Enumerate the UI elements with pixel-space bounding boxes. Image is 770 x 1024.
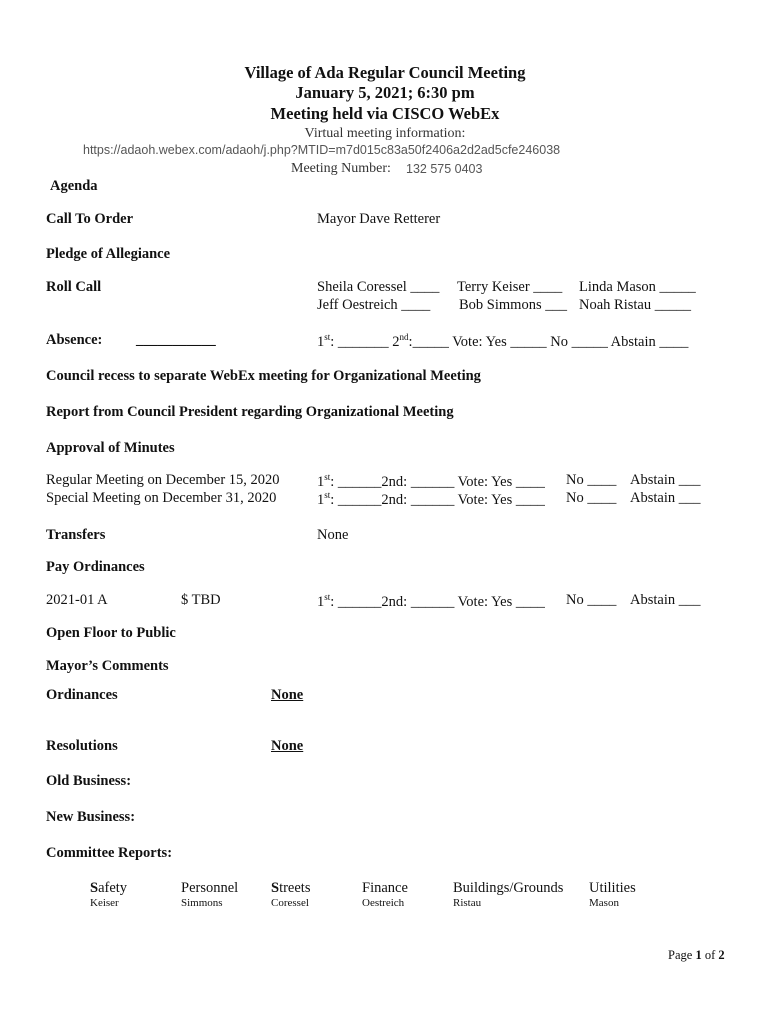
pay-item: 2021-01 A [46,592,108,608]
minutes-special: Special Meeting on December 31, 2020 [46,490,277,506]
committee-name: Safety [90,880,128,896]
roll-call-keiser: Terry Keiser ____ [457,279,563,295]
committee-name: Buildings/Grounds [453,880,564,896]
mayor-comments: Mayor’s Comments [46,658,169,674]
pledge: Pledge of Allegiance [46,246,171,262]
roll-call-simmons: Bob Simmons ___ [459,297,567,313]
call-to-order: Call To Order [46,211,134,227]
minutes-special-no: No ____ [566,490,617,506]
meeting-url[interactable]: https://adaoh.webex.com/adaoh/j.php?MTID=m7d015c83a50f2406a2d2ad5cfe246038 [83,143,561,157]
transfers: Transfers [46,527,106,543]
committee-member: Coressel [271,897,309,909]
roll-call-mason: Linda Mason _____ [579,279,696,295]
page-total: 2 [718,948,725,962]
resolutions-value: None [271,738,304,754]
pay-abstain: Abstain ___ [630,592,701,608]
absence-blank: ___________ [136,332,216,348]
ordinances-value: None [271,687,304,703]
committee-name: Finance [362,880,408,896]
committee-member: Oestreich [362,897,405,909]
meeting-number: 132 575 0403 [406,162,483,176]
pay-vote: 1st: ______2nd: ______ Vote: Yes ____ [317,592,545,610]
pay-amount: $ TBD [181,592,221,608]
committee-member: Ristau [453,897,482,909]
meeting-date: January 5, 2021; 6:30 pm [295,83,475,102]
committee-member: Simmons [181,897,223,909]
virtual-info-label: Virtual meeting information: [304,126,466,141]
committee-member: Keiser [90,897,119,909]
meeting-venue: Meeting held via CISCO WebEx [270,104,500,123]
meeting-title: Village of Ada Regular Council Meeting [244,63,526,82]
new-business: New Business: [46,809,136,825]
old-business: Old Business: [46,773,132,789]
committee-reports: Committee Reports: [46,845,173,861]
page-of-label: of [704,948,716,962]
transfers-value: None [317,527,349,543]
page-label: Page [668,948,693,962]
council-president-report: Report from Council President regarding Organizational Meeting [46,404,454,420]
agenda-heading: Agenda [50,178,98,194]
page-number: 1 [695,948,702,962]
committee-name: Personnel [181,880,239,896]
absence-vote: 1st: _______ 2nd:_____ Vote: Yes _____ No _____ Abstain ____ [317,332,689,350]
minutes-special-vote: 1st: ______2nd: ______ Vote: Yes ____ [317,490,545,508]
roll-call-ristau: Noah Ristau _____ [579,297,691,313]
open-floor: Open Floor to Public [46,625,176,641]
minutes-special-abstain: Abstain ___ [630,490,701,506]
roll-call-oestreich: Jeff Oestreich ____ [317,297,431,313]
minutes-regular: Regular Meeting on December 15, 2020 [46,472,280,488]
call-to-order-value: Mayor Dave Retterer [317,211,441,227]
minutes-regular-abstain: Abstain ___ [630,472,701,488]
meeting-number-label: Meeting Number: [291,161,391,176]
minutes-regular-vote: 1st: ______2nd: ______ Vote: Yes ____ [317,472,545,490]
roll-call: Roll Call [46,279,102,295]
pay-ordinances: Pay Ordinances [46,559,145,575]
resolutions: Resolutions [46,738,118,754]
pay-no: No ____ [566,592,617,608]
roll-call-coressel: Sheila Coressel ____ [317,279,440,295]
committee-name: Utilities [589,880,636,896]
absence-label: Absence: [46,332,103,348]
ordinances: Ordinances [46,687,118,703]
committee-name: Streets [271,880,311,896]
committee-member: Mason [589,897,619,909]
council-recess: Council recess to separate WebEx meeting for Organizational Meeting [46,368,481,384]
minutes-regular-no: No ____ [566,472,617,488]
page-indicator [668,948,725,963]
approval-of-minutes: Approval of Minutes [46,440,175,456]
